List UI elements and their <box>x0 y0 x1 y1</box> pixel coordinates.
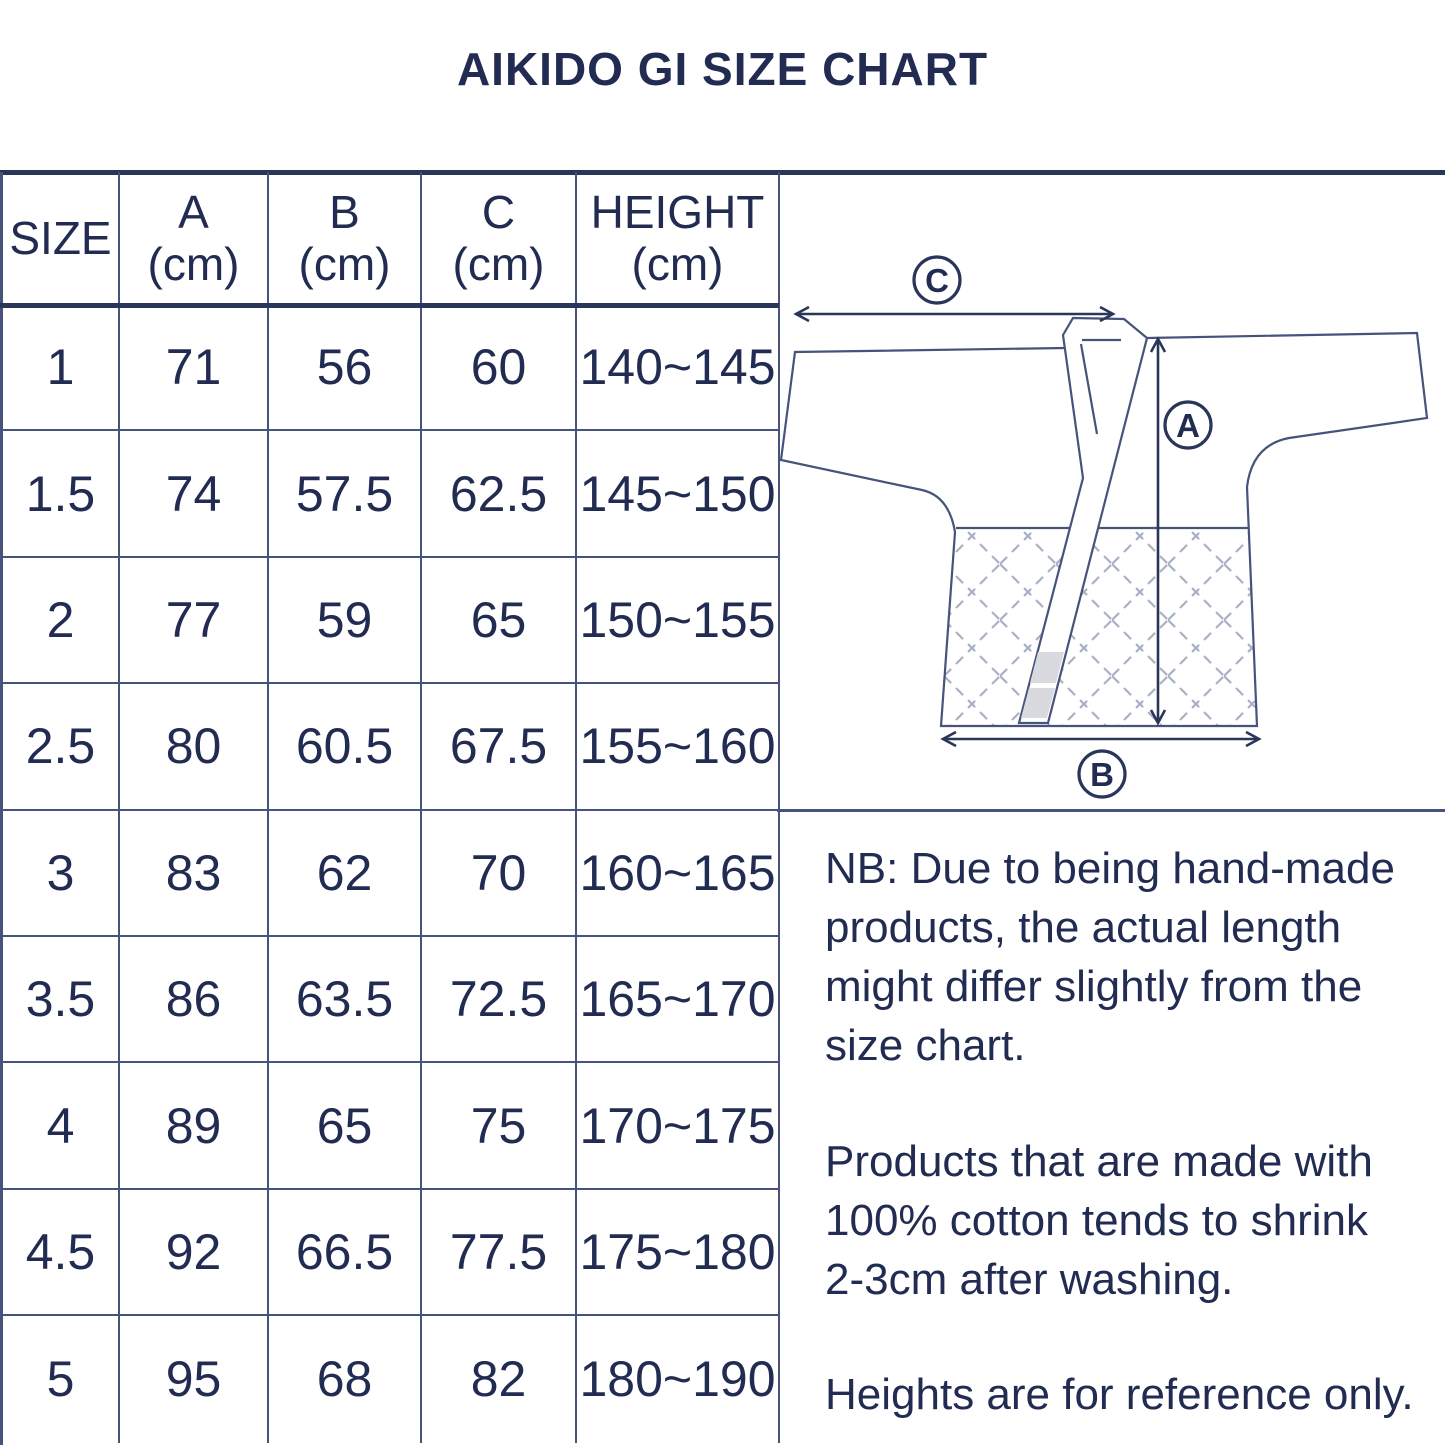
table-cell: 86 <box>120 937 269 1063</box>
measure-a-badge <box>1165 402 1211 448</box>
header-label: HEIGHT <box>590 185 765 238</box>
note-paragraph <box>825 839 1443 1075</box>
table-cell: 175~180 <box>577 1190 780 1316</box>
table-cell: 66.5 <box>269 1190 422 1316</box>
table-cell: 70 <box>422 811 577 937</box>
label-b: B <box>1090 756 1114 793</box>
header-label: A <box>178 185 209 238</box>
label-c: C <box>925 262 949 299</box>
measure-b-arrow <box>943 732 1259 746</box>
table-cell: 140~145 <box>577 305 780 431</box>
table-cell: 65 <box>269 1063 422 1189</box>
notes-section <box>825 812 1443 1424</box>
table-cell: 165~170 <box>577 937 780 1063</box>
page-title: AIKIDO GI SIZE CHART <box>456 43 989 95</box>
gi-diagram <box>776 172 1445 812</box>
table-cell: 3.5 <box>3 937 120 1063</box>
header-label: C <box>481 185 516 238</box>
table-cell: 82 <box>422 1316 577 1442</box>
header-unit: (cm) <box>631 237 724 290</box>
header-cell-b <box>269 172 422 305</box>
quilt-area <box>941 528 1257 726</box>
table-cell: 170~175 <box>577 1063 780 1189</box>
label-a: A <box>1176 407 1200 444</box>
table-cell: 57.5 <box>269 431 422 557</box>
table-cell: 60 <box>422 305 577 431</box>
header-label: SIZE <box>9 211 112 264</box>
note-line: might differ slightly from the <box>825 962 1363 1011</box>
table-cell: 71 <box>120 305 269 431</box>
table-cell: 2.5 <box>3 684 120 810</box>
table-cell: 77 <box>120 558 269 684</box>
note-line: Products that are made with <box>825 1137 1373 1186</box>
table-cell: 80 <box>120 684 269 810</box>
table-cell: 62 <box>269 811 422 937</box>
table-cell: 72.5 <box>422 937 577 1063</box>
table-cell: 67.5 <box>422 684 577 810</box>
header-cell-a <box>120 172 269 305</box>
note-line: size chart. <box>825 1021 1026 1070</box>
table-cell: 62.5 <box>422 431 577 557</box>
table-cell: 83 <box>120 811 269 937</box>
note-paragraph <box>825 1365 1443 1424</box>
table-cell: 160~165 <box>577 811 780 937</box>
table-cell: 68 <box>269 1316 422 1442</box>
size-table <box>0 172 780 1445</box>
table-cell: 180~190 <box>577 1316 780 1442</box>
table-cell: 4 <box>3 1063 120 1189</box>
table-cell: 1.5 <box>3 431 120 557</box>
table-cell: 1 <box>3 305 120 431</box>
header-cell-size <box>3 172 120 305</box>
table-cell: 3 <box>3 811 120 937</box>
table-cell: 150~155 <box>577 558 780 684</box>
table-cell: 56 <box>269 305 422 431</box>
table-cell: 75 <box>422 1063 577 1189</box>
note-line: products, the actual length <box>825 903 1342 952</box>
table-cell: 95 <box>120 1316 269 1442</box>
note-line: 2-3cm after washing. <box>825 1255 1234 1304</box>
table-cell: 74 <box>120 431 269 557</box>
table-cell: 77.5 <box>422 1190 577 1316</box>
table-cell: 89 <box>120 1063 269 1189</box>
header-unit: (cm) <box>452 237 545 290</box>
table-cell: 63.5 <box>269 937 422 1063</box>
note-line: 100% cotton tends to shrink <box>825 1196 1368 1245</box>
table-cell: 92 <box>120 1190 269 1316</box>
measure-c-arrow <box>796 307 1113 321</box>
table-cell: 4.5 <box>3 1190 120 1316</box>
measure-c-badge <box>914 257 960 303</box>
header-cell-height <box>577 172 780 305</box>
table-cell: 155~160 <box>577 684 780 810</box>
table-cell: 145~150 <box>577 431 780 557</box>
note-line: NB: Due to being hand-made <box>825 844 1395 893</box>
table-cell: 2 <box>3 558 120 684</box>
table-cell: 5 <box>3 1316 120 1442</box>
table-cell: 60.5 <box>269 684 422 810</box>
header-cell-c <box>422 172 577 305</box>
note-paragraph <box>825 1132 1443 1309</box>
header-label: B <box>329 185 360 238</box>
measure-b-badge <box>1079 751 1125 797</box>
note-line: Heights are for reference only. <box>825 1370 1414 1419</box>
header-unit: (cm) <box>147 237 240 290</box>
header-unit: (cm) <box>298 237 391 290</box>
table-cell: 59 <box>269 558 422 684</box>
divider-header <box>0 303 779 308</box>
table-cell: 65 <box>422 558 577 684</box>
